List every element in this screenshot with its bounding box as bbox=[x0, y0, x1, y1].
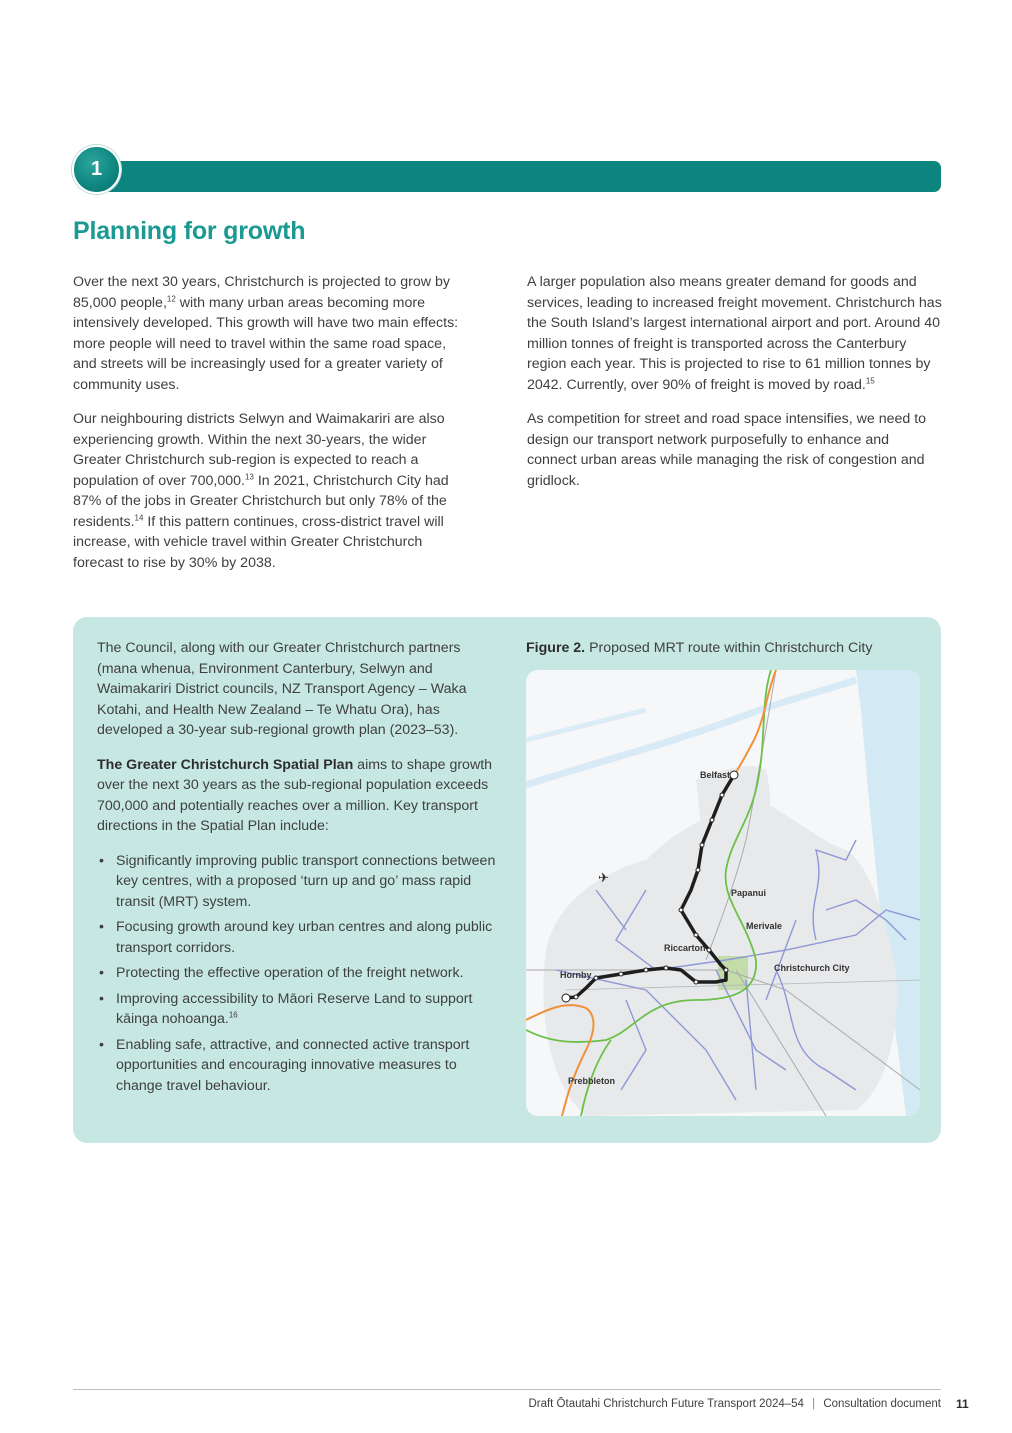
map-label-belfast: Belfast bbox=[700, 770, 731, 780]
section-header-bar bbox=[100, 161, 941, 192]
map-graphic bbox=[526, 670, 920, 1116]
paragraph-neighbouring-districts: Our neighbouring districts Selwyn and Waimakariri are also experiencing growth. Within the next 30-years, the wider Greater Christchurch sub-region is expected to reach a population of over 700,000.13 In 2021, Christchurch City had 87% of the jobs in Greater Christchurch but only 78% of the residents.$^{14}$ If this pattern continues, cross-district travel will increase, with vehicle travel within Greater Christchurch forecast to rise by 30% by 2038. bbox=[73, 411, 449, 571]
mrt-route-map bbox=[526, 670, 920, 1116]
map-label-christchurch-city: Christchurch City bbox=[774, 963, 850, 973]
right-column bbox=[527, 272, 942, 505]
paragraph-freight: A larger population also means greater demand for goods and services, leading to increased freight movement. Christchurch has the South Island’s largest international airport and port. Around 40 million tonnes of freight is transported across the Canterbury region each year. This is projected to rise to 61 million tonnes by 2042. Currently, over 90% of freight is moved by road.$^{15}$ bbox=[527, 274, 942, 393]
map-label-papanui: Papanui bbox=[731, 888, 767, 898]
map-label-prebbleton: Prebbleton bbox=[568, 1076, 616, 1086]
footer-separator: | bbox=[812, 1398, 816, 1410]
footnote-ref[interactable]: 15 bbox=[865, 375, 875, 385]
footer-doc-title: Draft Ōtautahi Christchurch Future Transport 2024–54 bbox=[528, 1398, 804, 1410]
transport-directions-list bbox=[97, 851, 497, 1097]
map-label-hornby: Hornby bbox=[560, 970, 592, 980]
spatial-plan-callout bbox=[73, 617, 941, 1143]
callout-intro: The Council, along with our Greater Christchurch partners (mana whenua, Environment Canterbury, Selwyn and Waimakariri District councils, NZ Transport Agency – Waka Kotahi, and Health New Zealand – Te Whatu Ora), has developed a 30-year sub-regional growth plan (2023–53). bbox=[97, 640, 467, 738]
airplane-icon: ✈ bbox=[598, 870, 609, 885]
page-title: Planning for growth bbox=[73, 217, 306, 245]
bullet-icon: • bbox=[99, 1036, 104, 1053]
list-item: • Protecting the effective operation of the freight network. bbox=[97, 963, 497, 984]
paragraph-population-growth: Over the next 30 years, Christchurch is projected to grow by 85,000 people,$^{12}$ with many urban areas becoming more intensively developed. This growth will have two main effects: more people will need to travel within the same road space, and streets will be increasingly used for a greater variety of community uses. bbox=[73, 274, 459, 393]
callout-text bbox=[97, 638, 497, 1101]
bullet-icon: • bbox=[99, 919, 104, 935]
paragraph-competition: As competition for street and road space intensifies, we need to design our transport network purposefully to enhance and connect urban areas while managing the risk of congestion and gridlock. bbox=[527, 411, 927, 489]
footnote-ref[interactable]: 14 bbox=[134, 512, 144, 522]
figure-label: Figure 2. bbox=[526, 640, 586, 656]
left-column bbox=[73, 272, 473, 587]
list-item: • Enabling safe, attractive, and connected active transport opportunities and encouraging innovative measures to change travel behaviour. bbox=[99, 1036, 470, 1094]
list-item: • Significantly improving public transport connections between key centres, with a proposed ‘turn up and go’ mass rapid transit (MRT) system. bbox=[99, 852, 496, 910]
list-item: • Focusing growth around key urban centres and along public transport corridors. bbox=[99, 919, 493, 956]
footer-doc-type: Consultation document bbox=[823, 1398, 941, 1410]
bullet-icon: • bbox=[99, 990, 104, 1007]
callout-spatial-plan: The Greater Christchurch Spatial Plan aims to shape growth over the next 30 years as the sub-regional population exceeds 700,000 and potentially reaches over a million. Key transport directions in the Spatial Plan include: bbox=[97, 756, 493, 834]
list-item: • Improving accessibility to Māori Reserve Land to support kāinga nohoanga.$^{16}$ bbox=[99, 990, 473, 1027]
map-label-riccarton: Riccarton bbox=[664, 943, 706, 953]
map-label-merivale: Merivale bbox=[746, 921, 783, 931]
figure-caption: Figure 2. Proposed MRT route within Christchurch City bbox=[526, 640, 873, 656]
footnote-ref[interactable]: 12 bbox=[166, 293, 176, 303]
bullet-icon: • bbox=[99, 965, 104, 981]
bullet-icon: • bbox=[99, 852, 104, 869]
footnote-ref[interactable]: 16 bbox=[228, 1010, 238, 1020]
footer-divider bbox=[73, 1389, 941, 1390]
spatial-plan-title: The Greater Christchurch Spatial Plan bbox=[97, 756, 354, 773]
section-number-badge: 1 bbox=[72, 145, 121, 194]
page-number: 11 bbox=[956, 1397, 969, 1411]
footer-doc-info bbox=[528, 1398, 941, 1410]
footnote-ref[interactable]: 13 bbox=[244, 471, 254, 481]
